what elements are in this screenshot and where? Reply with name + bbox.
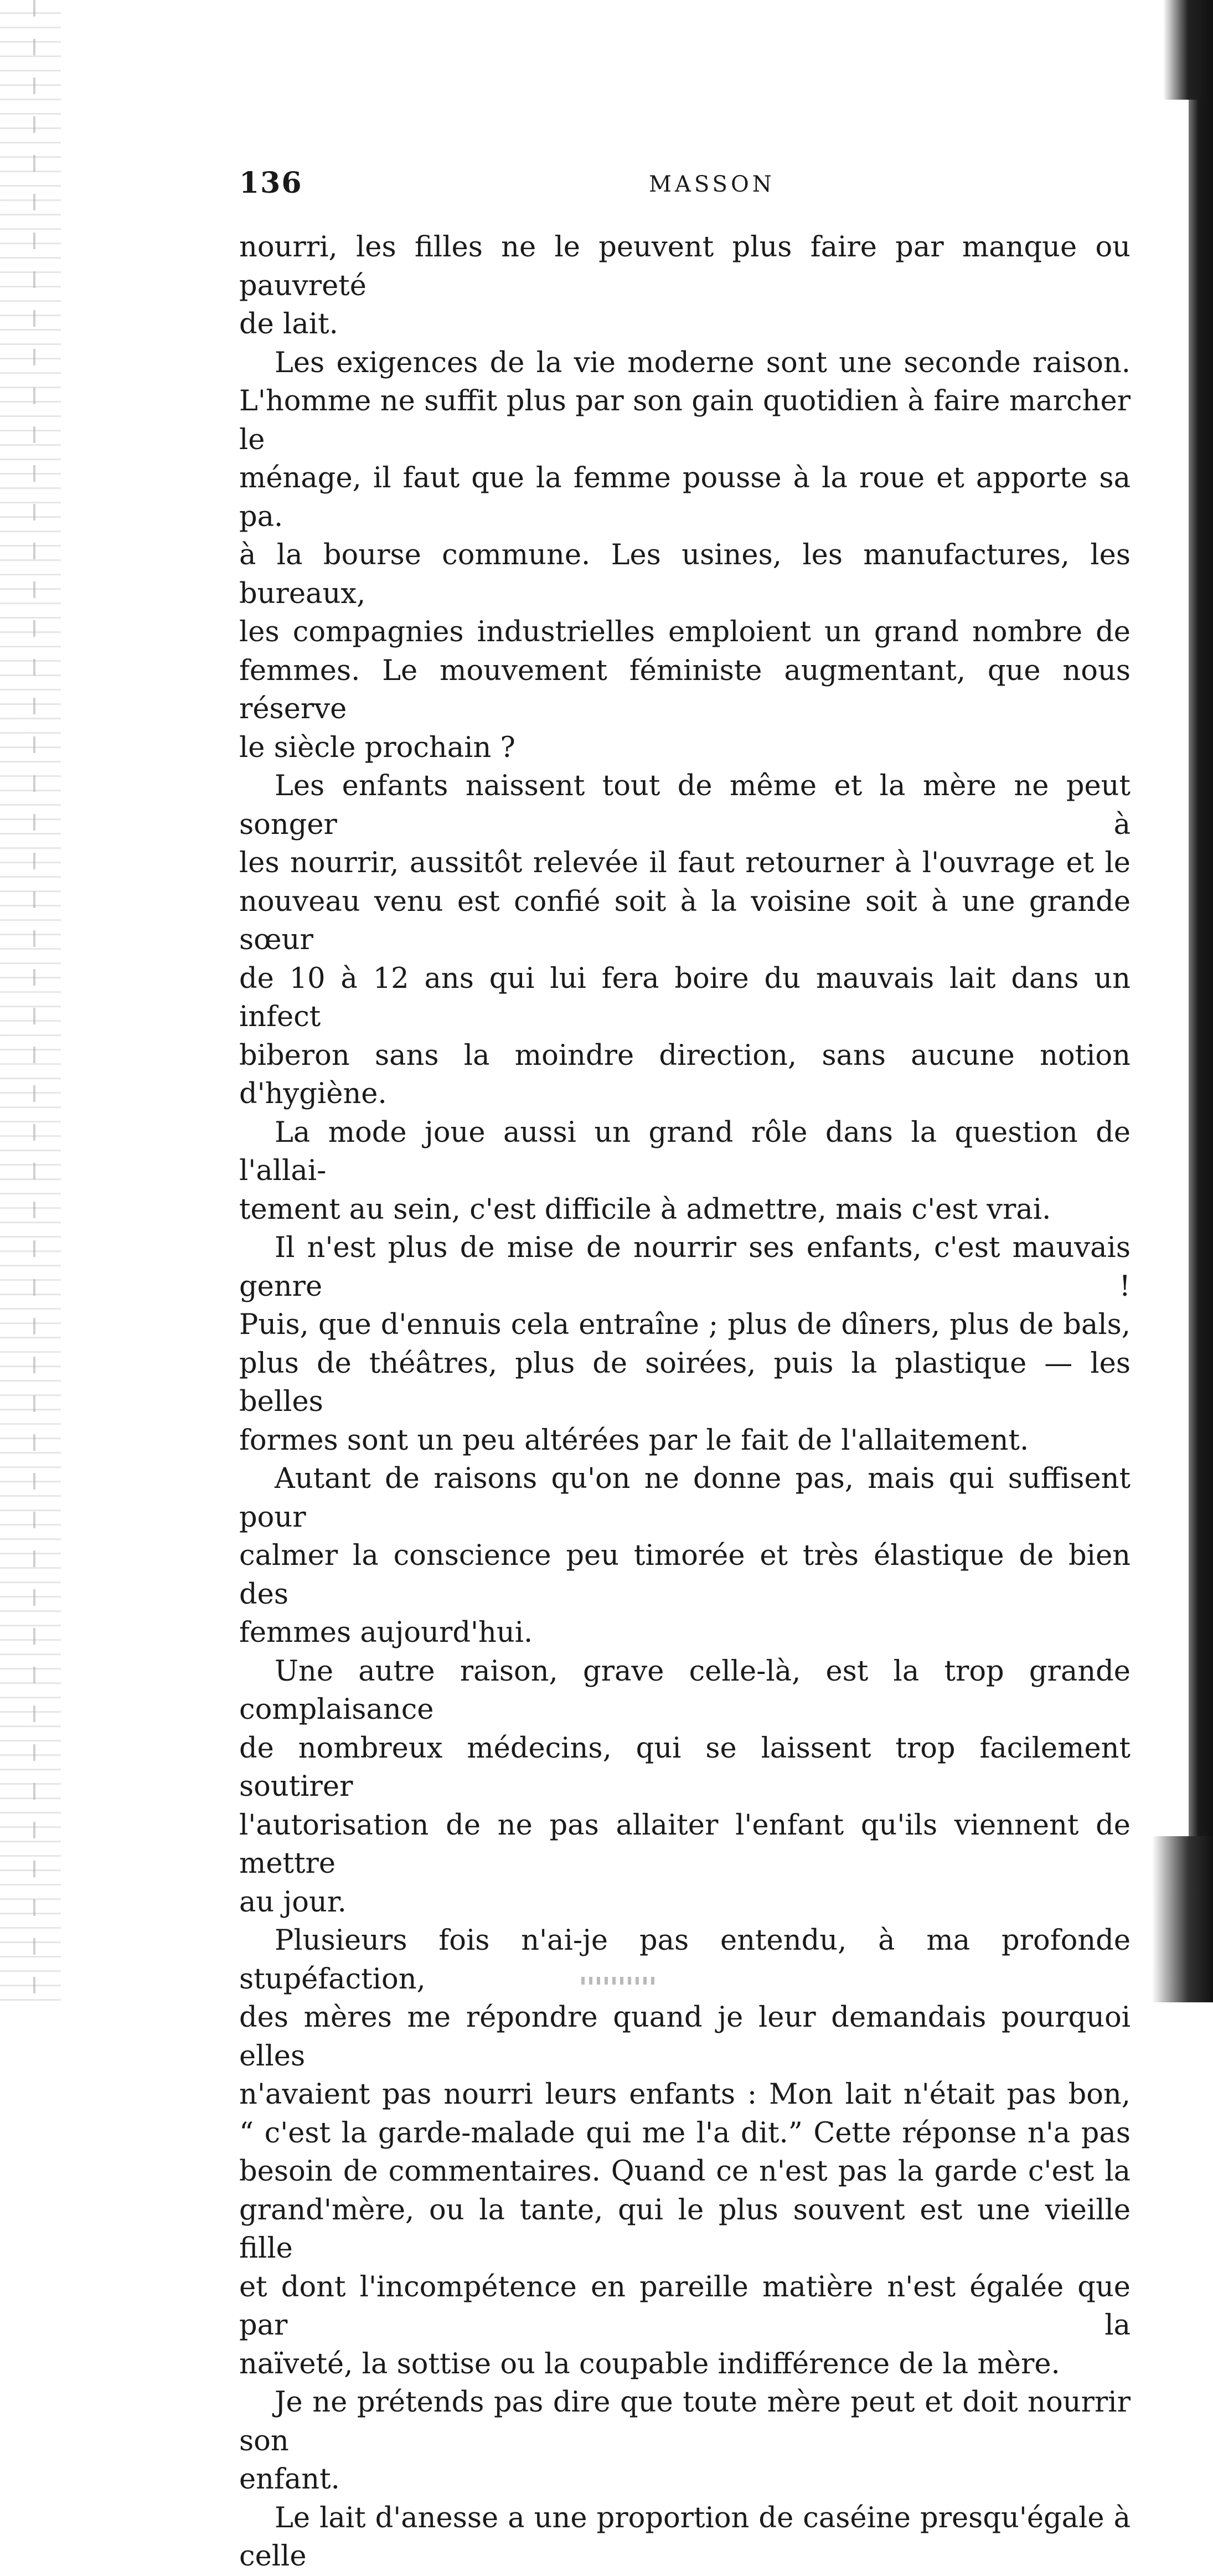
text-line: Plusieurs fois n'ai-je pas entendu, à ma profonde stupéfaction, (239, 1924, 1131, 1996)
text-line: de 10 à 12 ans qui lui fera boire du mauvais lait dans un infect (239, 962, 1131, 1033)
text-line: à la bourse commune. Les usines, les manufactures, les bureaux, (239, 539, 1131, 610)
scan-left-edge (0, 0, 61, 2002)
text-line: nouveau venu est confié soit à la voisine soit à une grande sœur (239, 885, 1131, 956)
text-line: Les exigences de la vie moderne sont une seconde raison. (275, 346, 1131, 379)
scan-right-edge-top (1163, 0, 1213, 100)
text-line: femmes aujourd'hui. (239, 1616, 533, 1649)
running-head: MASSON (649, 172, 775, 197)
text-line: n'avaient pas nourri leurs enfants : Mon lait n'était pas bon, (239, 2078, 1131, 2111)
text-line: biberon sans la moindre direction, sans aucune notion d'hygiène. (239, 1039, 1131, 1110)
text-line: au jour. (239, 1885, 347, 1919)
text-line: “ c'est la garde-malade qui me l'a dit.” Cette réponse n'a pas (239, 2116, 1131, 2150)
scan-right-edge (1189, 0, 1213, 2002)
text-line: Les enfants naissent tout de même et la mère ne peut songer à (239, 770, 1131, 841)
text-line: besoin de commentaires. Quand ce n'est pas la garde c'est la (239, 2155, 1131, 2188)
text-line: grand'mère, ou la tante, qui le plus souvent est une vieille fille (239, 2193, 1131, 2265)
text-line: Il n'est plus de mise de nourrir ses enfants, c'est mauvais genre ! (239, 1232, 1131, 1303)
text-line: La mode joue aussi un grand rôle dans la question de l'allai- (239, 1116, 1131, 1187)
text-line: des mères me répondre quand je leur demandais pourquoi elles (239, 2001, 1131, 2073)
text-line: enfant. (239, 2463, 340, 2496)
text-line: le siècle prochain ? (239, 731, 515, 764)
text-line: Une autre raison, grave celle-là, est la trop grande complaisance (239, 1655, 1131, 1726)
text-line: et dont l'incompétence en pareille matière n'est égalée que par la (239, 2270, 1131, 2342)
text-line: de nombreux médecins, qui se laissent trop facilement soutirer (239, 1732, 1131, 1803)
scan-footer-mark (581, 1977, 659, 1985)
text-line: tement au sein, c'est difficile à admettre, mais c'est vrai. (239, 1193, 1051, 1226)
text-line: plus de théâtres, plus de soirées, puis la plastique — les belles (239, 1347, 1131, 1418)
text-line: naïveté, la sottise ou la coupable indifférence de la mère. (239, 2347, 1060, 2381)
text-line: Autant de raisons qu'on ne donne pas, mais qui suffisent pour (239, 1462, 1131, 1534)
text-line: L'homme ne suffit plus par son gain quotidien à faire marcher le (239, 385, 1131, 456)
text-line: Puis, que d'ennuis cela entraîne ; plus de dîners, plus de bals, (239, 1308, 1131, 1341)
body-text (239, 228, 1131, 2576)
text-line: les compagnies industrielles emploient un grand nombre de (239, 616, 1131, 648)
text-line: de lait. (239, 308, 338, 341)
text-line: femmes. Le mouvement féministe augmentant, que nous réserve (239, 654, 1131, 725)
text-line: formes sont un peu altérées par le fait de l'allaitement. (239, 1424, 1029, 1457)
text-line: calmer la conscience peu timorée et très élastique de bien des (239, 1539, 1131, 1611)
page-header (239, 166, 1114, 210)
page-number: 136 (239, 166, 303, 200)
scan-right-edge-bottom (1152, 1836, 1213, 2002)
text-line: Je ne prétends pas dire que toute mère peut et doit nourrir son (239, 2386, 1131, 2457)
text-line: ménage, il faut que la femme pousse à la roue et apporte sa pa. (239, 462, 1131, 533)
text-line: l'autorisation de ne pas allaiter l'enfant qu'ils viennent de mettre (239, 1809, 1131, 1880)
text-line: les nourrir, aussitôt relevée il faut retourner à l'ouvrage et le (239, 847, 1131, 879)
text-line: Le lait d'anesse a une proportion de caséine presqu'égale à celle (239, 2501, 1131, 2573)
text-line: nourri, les filles ne le peuvent plus faire par manque ou pauvreté (239, 231, 1131, 302)
